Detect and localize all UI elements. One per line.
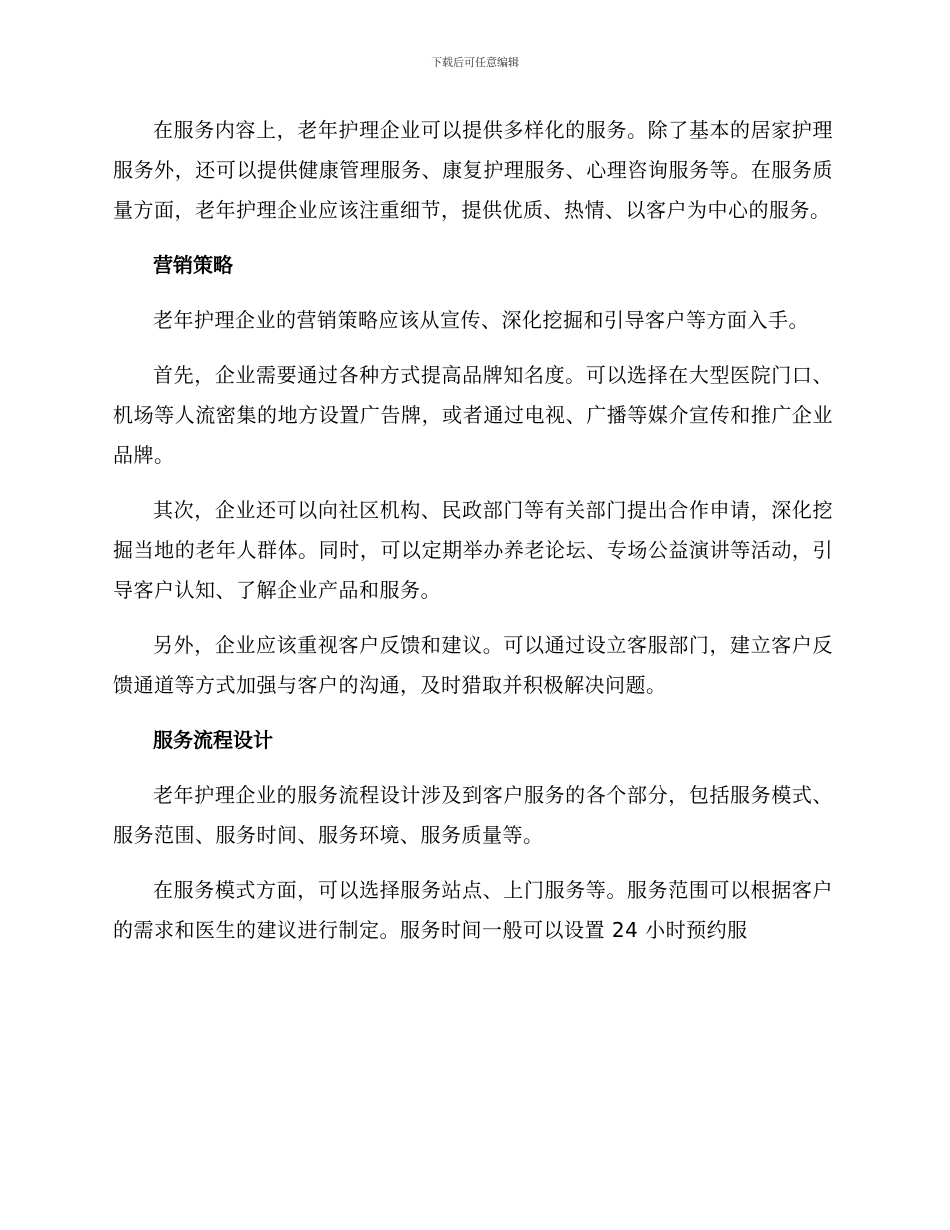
section-heading-marketing: 营销策略 <box>153 253 233 277</box>
paragraph-customer-feedback: 另外，企业应该重视客户反馈和建议。可以通过设立客服部门，建立客户反馈通道等方式加强与客户的沟通，及时猎取并积极解决问题。 <box>113 633 833 697</box>
section-heading-service-process: 服务流程设计 <box>153 728 273 752</box>
paragraph-service-content: 在服务内容上，老年护理企业可以提供多样化的服务。除了基本的居家护理服务外，还可以提供健康管理服务、康复护理服务、心理咨询服务等。在服务质量方面，老年护理企业应该注重细节，提供优质、热情、以客户为中心的服务。 <box>113 118 833 222</box>
paragraph-service-mode: 在服务模式方面，可以选择服务站点、上门服务等。服务范围可以根据客户的需求和医生的建议进行制定。服务时间一般可以设置 24 小时预约服 <box>113 878 833 942</box>
document-body <box>113 110 833 965</box>
paragraph-marketing-intro: 老年护理企业的营销策略应该从宣传、深化挖掘和引导客户等方面入手。 <box>153 308 809 332</box>
paragraph-community-cooperation: 其次，企业还可以向社区机构、民政部门等有关部门提出合作申请，深化挖掘当地的老年人群体。同时，可以定期举办养老论坛、专场公益演讲等活动，引导客户认知、了解企业产品和服务。 <box>113 498 833 602</box>
paragraph-brand-awareness: 首先，企业需要通过各种方式提高品牌知名度。可以选择在大型医院门口、机场等人流密集的地方设置广告牌，或者通过电视、广播等媒介宣传和推广企业品牌。 <box>113 363 833 467</box>
paragraph-service-process-intro: 老年护理企业的服务流程设计涉及到客户服务的各个部分，包括服务模式、服务范围、服务时间、服务环境、服务质量等。 <box>113 783 833 847</box>
page-header: 下载后可任意编辑 <box>431 56 519 69</box>
